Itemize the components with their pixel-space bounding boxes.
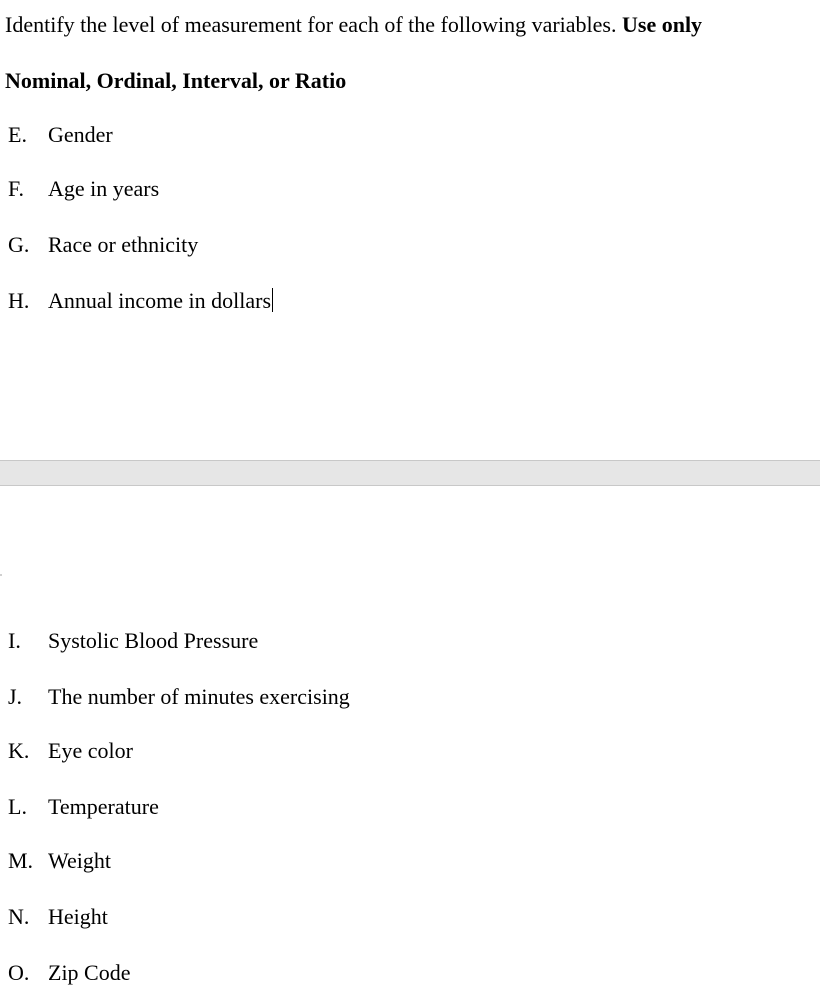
item-letter: I. [8, 628, 21, 653]
list-item [8, 628, 258, 654]
item-text: Height [48, 904, 108, 929]
item-letter: G. [8, 232, 30, 257]
instruction-bold-text: Use only [622, 12, 703, 37]
text-cursor [272, 288, 273, 312]
item-letter: M. [8, 848, 34, 873]
list-item [8, 960, 131, 986]
item-letter: O. [8, 960, 30, 985]
item-text: Temperature [48, 794, 159, 819]
item-letter: J. [8, 684, 23, 709]
list-item [8, 794, 159, 820]
item-text: Systolic Blood Pressure [48, 628, 259, 653]
list-item [8, 176, 159, 202]
document-page-2[interactable] [0, 486, 820, 992]
item-letter: L. [8, 794, 27, 819]
item-letter: E. [8, 122, 27, 147]
item-letter: K. [8, 738, 30, 763]
item-letter: F. [8, 176, 24, 201]
item-text: Zip Code [48, 960, 131, 985]
item-letter: N. [8, 904, 30, 929]
item-text: Race or ethnicity [48, 232, 199, 257]
instruction-text: Identify the level of measurement for each of the following variables. [5, 12, 622, 37]
list-item [8, 288, 273, 314]
item-letter: H. [8, 288, 30, 313]
options-line [5, 68, 346, 94]
item-text: Weight [48, 848, 111, 873]
list-item [8, 848, 111, 874]
instruction-line [5, 12, 702, 38]
item-text: Gender [48, 122, 113, 147]
list-item [8, 122, 113, 148]
document-page-1[interactable] [0, 0, 820, 460]
options-text: Nominal, Ordinal, Interval, or Ratio [5, 68, 347, 93]
item-text: Age in years [48, 176, 160, 201]
list-item [8, 904, 108, 930]
item-text: Annual income in dollars [48, 288, 272, 313]
list-item [8, 684, 350, 710]
list-item [8, 738, 133, 764]
page-separator [0, 460, 820, 486]
item-text: The number of minutes exercising [48, 684, 350, 709]
margin-mark [0, 574, 2, 576]
list-item [8, 232, 198, 258]
item-text: Eye color [48, 738, 133, 763]
